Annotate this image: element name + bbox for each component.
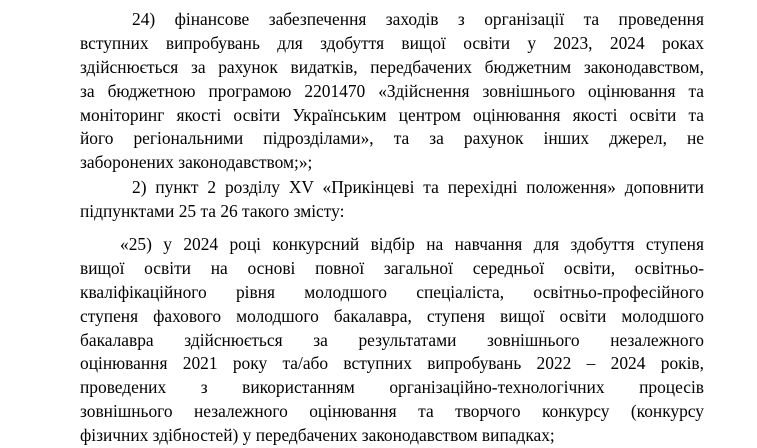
text-line: фізичних здібностей) у передбачених законодавством випадках; bbox=[80, 425, 555, 446]
text-line: його регіональними підрозділами», та за рахунок інших джерел, не bbox=[80, 128, 704, 149]
text-line: вищої освіти на основі повної загальної середньої освіти, освітньо- bbox=[80, 257, 704, 278]
text-line: моніторинг якості освіти Українським центром оцінювання якості освіти та bbox=[80, 104, 704, 125]
text-line: оцінювання 2021 року та/або вступних випробувань 2022 – 2024 років, bbox=[80, 353, 704, 374]
text-line: здійснюється за рахунок видатків, передбачених бюджетним законодавством, bbox=[80, 56, 704, 77]
paragraph-item-24 bbox=[80, 8, 704, 175]
text-line: заборонених законодавством;»; bbox=[80, 152, 313, 173]
text-line: кваліфікаційного рівня молодшого спеціаліста, освітньо-професійного bbox=[80, 281, 704, 302]
paragraph-item-25 bbox=[80, 233, 704, 448]
text-line: вступних випробувань для здобуття вищої освіти у 2023, 2024 роках bbox=[80, 32, 704, 53]
text-line: підпунктами 25 та 26 такого змісту: bbox=[80, 200, 345, 221]
text-line: проведених з використанням організаційно-технологічних процесів bbox=[80, 377, 704, 398]
text-line: зовнішнього незалежного оцінювання та творчого конкурсу (конкурсу bbox=[80, 401, 704, 422]
text-line: 24) фінансове забезпечення заходів з організації та проведення bbox=[132, 9, 704, 29]
text-line: «25) у 2024 році конкурсний відбір на навчання для здобуття ступеня bbox=[120, 234, 704, 254]
text-line: за бюджетною програмою 2201470 «Здійснення зовнішнього оцінювання та bbox=[80, 80, 704, 101]
text-line: 2) пункт 2 розділу XV «Прикінцеві та перехідні положення» доповнити bbox=[132, 177, 704, 197]
text-line: ступеня фахового молодшого бакалавра, ступеня вищої освіти молодшого bbox=[80, 305, 704, 326]
text-line: бакалавра здійснюється за результатами зовнішнього незалежного bbox=[80, 329, 704, 350]
paragraph-item-2 bbox=[80, 176, 704, 224]
